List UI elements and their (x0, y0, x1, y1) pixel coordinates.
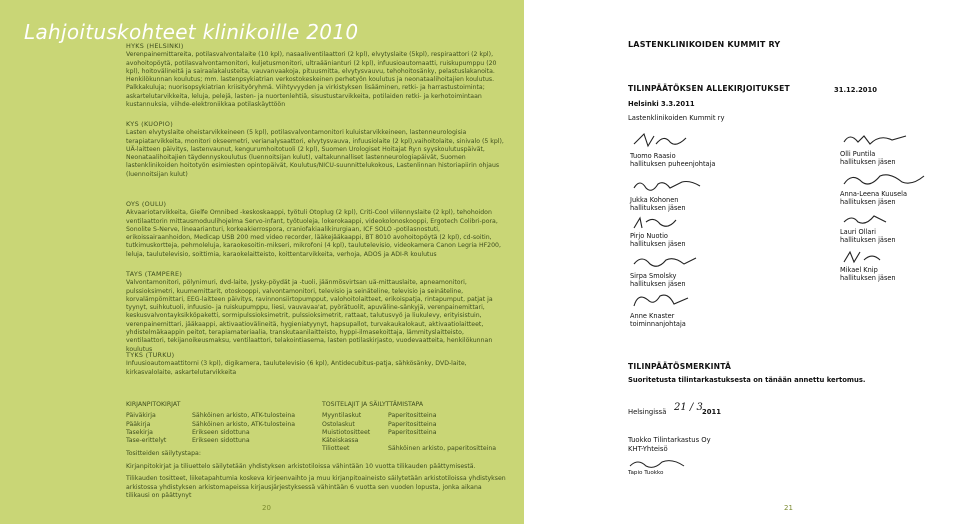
place-date: Helsinki 3.3.2011 (628, 100, 695, 108)
signature-7: Sirpa Smolsky hallituksen jäsen (630, 252, 710, 288)
handwritten-signature (630, 290, 700, 312)
section-hyks (126, 42, 504, 109)
handwritten-signature (630, 130, 700, 152)
merkinta-place: Helsingissä (628, 408, 667, 416)
right-page (524, 0, 960, 524)
tositteet-label: Tositteiden säilytystapa: (126, 450, 201, 458)
section-tyks (126, 351, 504, 377)
page-title: Lahjoituskohteet klinikoille 2010 (24, 20, 359, 44)
firm-name: Tuokko Tilintarkastus Oy (628, 436, 711, 444)
section-body: Infuusioautomaattitorni (3 kpl), digikamera, taulutelevisio (6 kpl), Antidecubitus-patja, sähkösänky, DVD-laite, kirkasvalolaite, askartelutarvikkeita (126, 360, 467, 376)
org-name: LASTENKLINIKOIDEN KUMMIT RY (628, 40, 781, 49)
section-heading: TAYS (TAMPERE) (126, 270, 183, 278)
signature-5: Pirjo Nuotio hallituksen jäsen (630, 214, 700, 248)
handwritten-signature (840, 248, 910, 266)
section-heading: TYKS (TURKU) (126, 351, 175, 359)
list-item: Tiliotteet Sähköinen arkisto, paperitositteina (322, 445, 497, 453)
section-body: Lasten elvytyslaite oheistarvikkeineen (5 kpl), potilasvalvontamonitori kuluistarvikkeineen, lastenneurologisia terapiatarvikkeita, monitori okseemetri, verianalysaattori, elvytysvauva, infuusiolaite (2 kpl),vaihoitolaite, sinivalo (5 kpl), UÄ-laitteen päivitys, lastenvaunut, kengurumhoitotuoli (2 kpl), Suomen Urologiset Hoitajat Ry:n syyskoulutuspäivät, Neonataalihoitajien täydennyskoulutus (luennoitsijan kulut), valtakunnalliset lastenneurologiapäivät, Suomen lastenklinikoiden hoitotyön esimiesten opintopäivät, Koulutus/NICU-suunnittelukokous, Lastenlinnan historiapiirin ohjaus (luennoitsijan kulut) (126, 129, 504, 178)
page-number-right: 21 (784, 504, 793, 512)
tositelajit-heading: TOSITELAJIT JA SÄILYTTÄMISTAPA (322, 401, 424, 408)
handwritten-signature (628, 456, 698, 470)
signatures-heading: TILINPÄÄTÖKSEN ALLEKIRJOITUKSET (628, 84, 790, 93)
list-item: Myyntilaskut Paperitositteina (322, 412, 437, 420)
kirjanpito-heading: KIRJANPITOKIRJAT (126, 401, 181, 408)
handwritten-signature (840, 170, 930, 190)
signature-3: Jukka Kohonen hallituksen jäsen (630, 176, 710, 212)
note-2: Tilikauden tositteet, liiketapahtumia koskeva kirjeenvaihto ja muu kirjanpitoaineisto säilytetään arkistotiloissa yhdistyksen arkistossa yhdistyksen arkistomapeissa kirjausjärjestyksessä vähintään 6 vuotta sen vuoden lopusta, jonka aikana tilikausi on päättynyt (126, 475, 506, 499)
section-heading: HYKS (HELSINKI) (126, 42, 184, 50)
signature-9: Anne Knaster toiminnanjohtaja (630, 290, 700, 328)
list-item: Tasekirja Erikseen sidottuna (126, 428, 250, 436)
auditor-signature: Tapio Tuokko (628, 456, 698, 476)
section-tays (126, 270, 504, 354)
fiscal-date: 31.12.2010 (834, 86, 877, 94)
merkinta-heading: TILINPÄÄTÖSMERKINTÄ (628, 362, 732, 371)
signature-4: Anna-Leena Kuusela hallituksen jäsen (840, 170, 930, 206)
list-item: Pääkirja Sähköinen arkisto, ATK-tulosteina (126, 420, 296, 428)
list-item: Ostolaskut Paperitositteina (322, 420, 437, 428)
section-body: Akvaariotarvikkeita, Gielfe Omnibed -keskoskaappi, työtuli Otoplug (2 kpl), Criti-Cool viilennyslaite (2 kpl), tehohoidon ventilaattorin mittausmoduulihojelma Servo-infant, työtuoleja, lokerokaappi, videokolonoskooppi, Ergotech Colibri-pora, Sonolite S-Nerve, lineaarianturi, korkeakierrospora, craniofakiaalikirurgiaan, ICF SOLO -potilasnostuti, erikoissairaanhoidon, Medicap USB 200 med video recorder, lääkejääkaappi, BT 8010 avohoitopöytä (2 kpl), cd-soitin, tutkimuskortteja, pehmoleluja, karaokesoitin-mikseri, mikrofoni (4 kpl), taulutelevisio, videokamera Canon Legria HF200, leluja, taulutelevisio, soittimia, karaokelaitteisto, koittentarvikkeita, verhoja, ADOS ja ADI-R koulutus (126, 209, 501, 258)
merkinta-year: 2011 (702, 408, 721, 416)
section-kys (126, 120, 504, 179)
section-heading: KYS (KUOPIO) (126, 120, 174, 128)
notes (126, 463, 506, 500)
merkinta-text: Suoritetusta tilintarkastuksesta on tänään annettu kertomus. (628, 376, 866, 384)
list-item: Päiväkirja Sähköinen arkisto, ATK-tulosteina (126, 412, 296, 420)
page-number-left: 20 (262, 504, 271, 512)
tositelajit-column (322, 401, 512, 454)
list-item: Käteiskassa (322, 437, 359, 445)
handwritten-signature (630, 252, 710, 272)
kirjanpitokirjat-column (126, 401, 316, 459)
handwritten-signature (630, 214, 700, 232)
section-body: Verenpainemittareita, potilasvalvontalaite (10 kpl), nasaaliventilaattori (2 kpl), elvytyslaite (5kpl), respiraattori (2 kpl), avohoitopöytä, potilasvalvontamonitori, kuljetusmonitori, ultraäänianturi (2 kpl), infuusioautomaatti, ruiskupumppu (20 kpl), hoitovälineitä ja sairaalakalusteita, vauvanvaakoja, pituusmitta, elvytysvauvu, tehohoitosänky, pelastuslakanoita. Henkilökunnan koulutus; mm. lastenpsykiatrian verkostokeskeinen perhetyön koulutus ja neonataalihoitajien koulutus. Palkkakuluja; nuorisopsykiatrian kriisityöryhmä. Viihtyvyyden ja virkistyksen lisääminen, retki- ja harrastustoiminta; askartelutarvikkeita, leluja, pelejä, lasten- ja nuortenlehtiä, sisustustarvikkeita, potilaiden retki- ja kerhotoimintaan kustannuksia, viihde-elektroniikkaa potilaskäyttöön (126, 51, 497, 109)
section-oys (126, 200, 504, 259)
signature-8: Mikael Knip hallituksen jäsen (840, 248, 910, 282)
note-1: Kirjanpitokirjat ja tiliuettelo säilytetään yhdistyksen arkistotiloissa vähintään 10 vuotta tilikauden päättymisestä. (126, 463, 476, 470)
org-name-2: Lastenklinikoiden Kummit ry (628, 114, 725, 122)
handwritten-signature (840, 130, 920, 150)
list-item: Tase-erittelyt Erikseen sidottuna (126, 437, 250, 445)
signature-1: Tuomo Raasio hallituksen puheenjohtaja (630, 130, 715, 168)
signature-2: Olli Puntila hallituksen jäsen (840, 130, 920, 166)
section-body: Valvontamonitori, pölynimuri, dvd-laite, Jysky-pöydät ja -tuoli, jäänmösvirtsan uä-mittauslaite, apneamonitori, pulssioksimetri, kuumemittarit, otoskooppi, valvontamonitori, televisio ja seinäteline, televisio ja seinäteline, korvalämpömittari, EEG-laitteen päivitys, ravinnonsiirtopumpput, valohoitolaitteet, erikoispatja, rintapumput, patjat ja tyynyt, suihkutuoli, infuusio- ja ruiskupumppu, liesi, vauvavaa'at, pyörätuolit, apuväline-sänkyjä, verenpainemittari, keskusvalvontayksikköpaketti, sormipulssioksimetrit, pulssioksimetrit, rattaat, talutusvyö ja liukulevy, erityisistuin, verenpainemittari, jääkaappi, aktivaatiovälineitä, hygieniatyynyt, hapsupallot, turvakaukalokaut, aktivaatiolaitteet, yhdistelmäkaappin peitot, terapiamateriaalia, transkutaanilaitteisto, hyppi-ilmasekoittaja, lämmityslaitteisto, ventilaattori, tekijanoikeusmaksu, ventilaattori, telakointiasema, lasten potilaskirjasto, vuodevaatteita, henkilökunnan koulutus (126, 279, 493, 353)
signature-6: Lauri Ollari hallituksen jäsen (840, 210, 910, 244)
handwritten-signature (630, 176, 710, 196)
handwritten-signature (840, 210, 910, 228)
list-item: Muistiotositteet Paperitositteina (322, 428, 437, 436)
section-heading: OYS (OULU) (126, 200, 167, 208)
firm-type: KHT-Yhteisö (628, 445, 668, 453)
merkinta-date-handwritten: 21 / 3 (674, 402, 703, 413)
